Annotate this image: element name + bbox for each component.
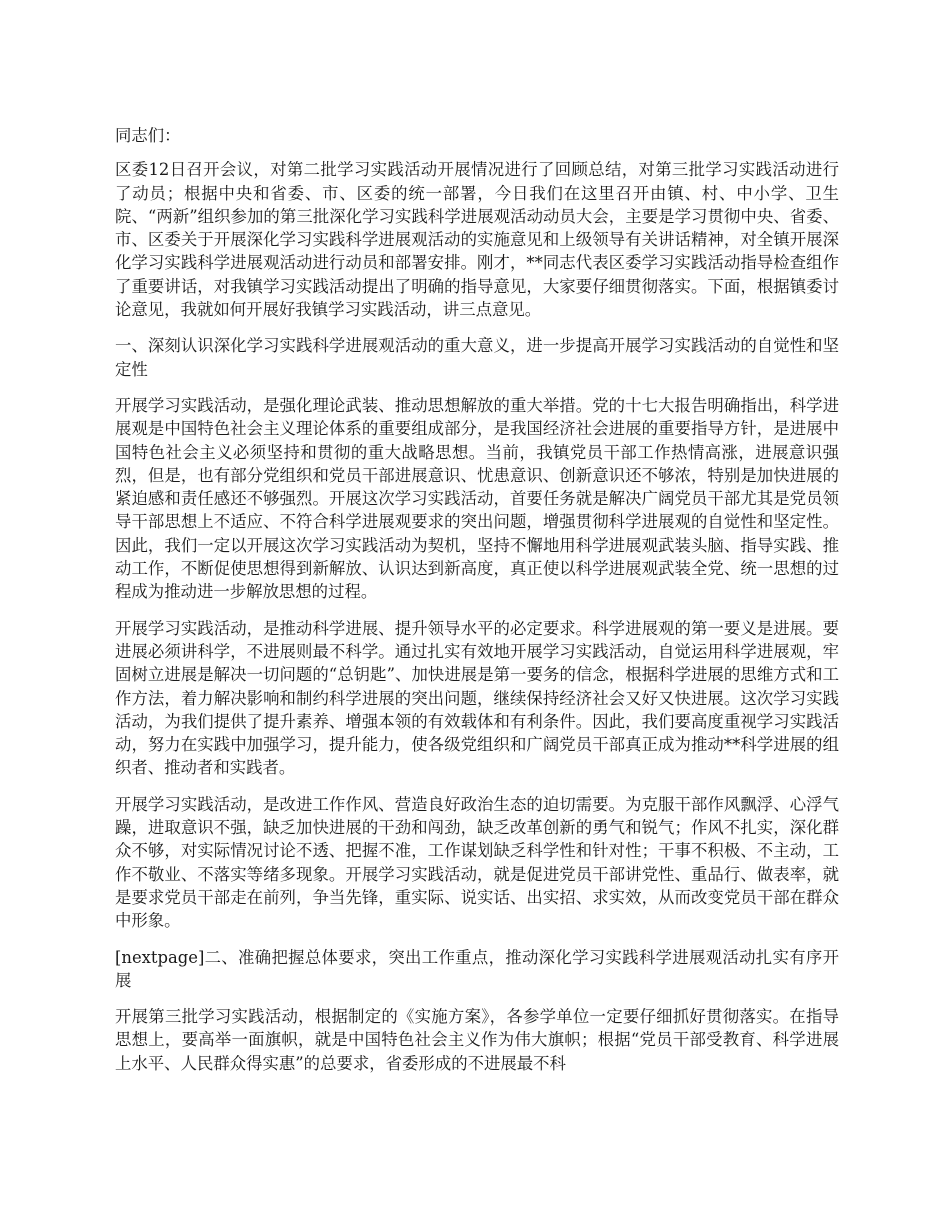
section-heading-2: [nextpage]二、准确把握总体要求，突出工作重点，推动深化学习实践科学进展观活动扎实有序开展 (115, 947, 839, 990)
greeting: 同志们： (115, 126, 181, 145)
document-body (115, 124, 839, 1088)
paragraph-theory-armament: 开展学习实践活动，是强化理论武装、推动思想解放的重大举措。党的十七大报告明确指出，科学进展观是中国特色社会主义理论体系的重要组成部分，是我国经济社会进展的重要指导方针，是进展中国特色社会主义必须坚持和贯彻的重大战略思想。当前，我镇党员干部工作热情高涨，进展意识强烈，但是，也有部分党组织和党员干部进展意识、忧患意识、创新意识还不够浓，特别是加快进展的紧迫感和责任感还不够强烈。开展这次学习实践活动，首要任务就是解决广阔党员干部尤其是党员领导干部思想上不适应、不符合科学进展观要求的突出问题，增强贯彻科学进展观的自觉性和坚定性。因此，我们一定以开展这次学习实践活动为契机，坚持不懈地用科学进展观武装头脑、指导实践、推动工作，不断促使思想得到新解放、认识达到新高度，真正使以科学进展观武装全党、统一思想的过程成为推动进一步解放思想的过程。 (115, 395, 839, 602)
paragraph-scientific-development: 开展学习实践活动，是推动科学进展、提升领导水平的必定要求。科学进展观的第一要义是进展。要进展必须讲科学，不进展则最不科学。通过扎实有效地开展学习实践活动，自觉运用科学进展观，牢固树立进展是解决一切问题的“总钥匙”、加快进展是第一要务的信念，根据科学进展的思维方式和工作方法，着力解决影响和制约科学进展的突出问题，继续保持经济社会又好又快进展。这次学习实践活动，为我们提供了提升素养、增强本领的有效载体和有利条件。因此，我们要高度重视学习实践活动，努力在实践中加强学习，提升能力，使各级党组织和广阔党员干部真正成为推动**科学进展的组织者、推动者和实践者。 (115, 618, 839, 778)
paragraph-work-style: 开展学习实践活动，是改进工作作风、营造良好政治生态的迫切需要。为克服干部作风飘浮、心浮气躁，进取意识不强，缺乏加快进展的干劲和闯劲，缺乏改革创新的勇气和锐气；作风不扎实，深化群众不够，对实际情况讨论不透、把握不准，工作谋划缺乏科学性和针对性；干事不积极、不主动，工作不敬业、不落实等绪多现象。开展学习实践活动，就是促进党员干部讲党性、重品行、做表率，就是要求党员干部走在前列，争当先锋，重实际、说实话、出实招、求实效，从而改变党员干部在群众中形象。 (115, 794, 839, 931)
paragraph-implementation: 开展第三批学习实践活动，根据制定的《实施方案》，各参学单位一定要仔细抓好贯彻落实。在指导思想上，要高举一面旗帜，就是中国特色社会主义作为伟大旗帜；根据“党员干部受教育、科学进展上水平、人民群众得实惠”的总要求，省委形成的不进展最不科 (115, 1007, 839, 1073)
section-heading-1: 一、深刻认识深化学习实践科学进展观活动的重大意义，进一步提高开展学习实践活动的自觉性和坚定性 (115, 336, 839, 379)
paragraph-intro: 区委12日召开会议，对第二批学习实践活动开展情况进行了回顾总结，对第三批学习实践活动进行了动员；根据中央和省委、市、区委的统一部署，今日我们在这里召开由镇、村、中小学、卫生院、“两新”组织参加的第三批深化学习实践科学进展观活动动员大会，主要是学习贯彻中央、省委、市、区委关于开展深化学习实践科学进展观活动的实施意见和上级领导有关讲话精神，对全镇开展深化学习实践科学进展观活动进行动员和部署安排。刚才，**同志代表区委学习实践活动指导检查组作了重要讲话，对我镇学习实践活动提出了明确的指导意见，大家要仔细贯彻落实。下面，根据镇委讨论意见，我就如何开展好我镇学习实践活动，讲三点意见。 (115, 160, 839, 320)
